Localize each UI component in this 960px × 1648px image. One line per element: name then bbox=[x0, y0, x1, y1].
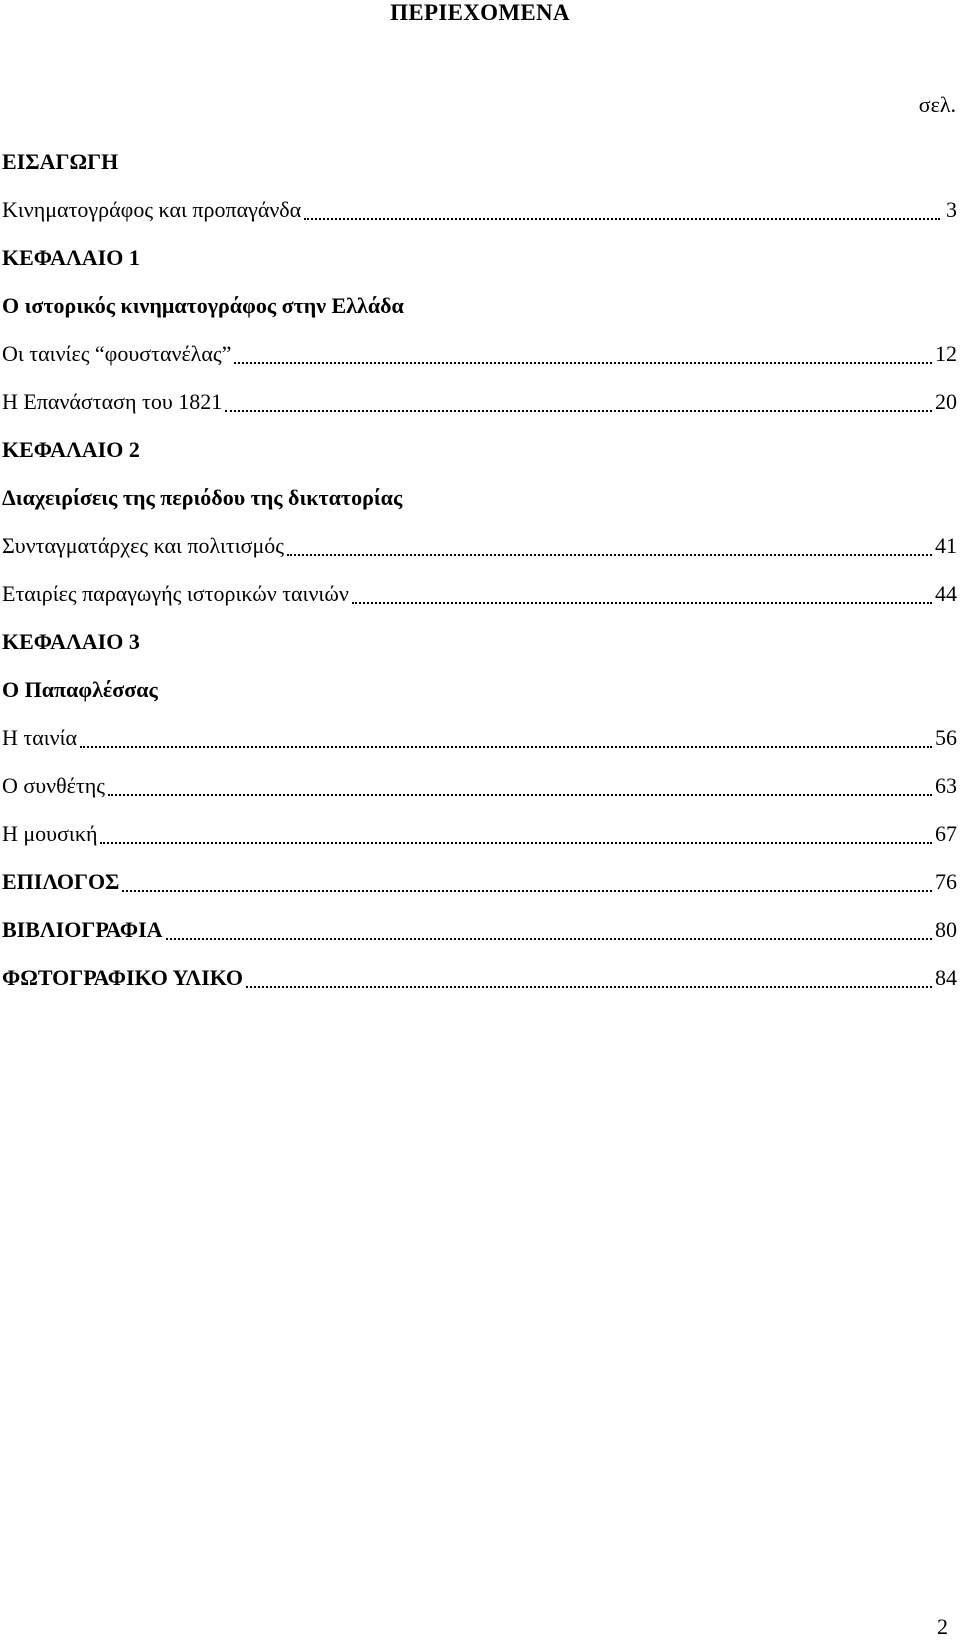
toc-entry bbox=[2, 809, 957, 857]
dot-leader bbox=[108, 794, 932, 796]
toc-entry bbox=[2, 713, 957, 761]
dot-leader bbox=[122, 890, 932, 892]
dot-leader bbox=[234, 362, 932, 364]
toc-entry bbox=[2, 137, 957, 185]
toc-heading-text: ΚΕΦΑΛΑΙΟ 1 bbox=[2, 245, 140, 270]
toc-entry bbox=[2, 233, 957, 281]
toc-entry bbox=[2, 665, 957, 713]
toc-entry-text: Οι ταινίες “φουστανέλας” bbox=[2, 341, 232, 366]
dot-leader bbox=[287, 554, 932, 556]
toc-heading-text: Ο ιστορικός κινηματογράφος στην Ελλάδα bbox=[2, 293, 404, 318]
toc-entry bbox=[2, 329, 957, 377]
table-of-contents bbox=[2, 137, 957, 1001]
toc-entry bbox=[2, 905, 957, 953]
toc-entry bbox=[2, 425, 957, 473]
toc-page-number: 67 bbox=[935, 821, 957, 846]
toc-page-number: 76 bbox=[935, 869, 957, 894]
dot-leader bbox=[352, 602, 932, 604]
dot-leader bbox=[80, 746, 932, 748]
toc-page-number: 20 bbox=[935, 389, 957, 414]
toc-entry-text: Η μουσική bbox=[2, 821, 98, 846]
toc-heading-text: ΕΠΙΛΟΓΟΣ bbox=[2, 869, 120, 894]
toc-entry-text: Η ταινία bbox=[2, 725, 78, 750]
dot-leader bbox=[304, 218, 940, 220]
toc-entry bbox=[2, 521, 957, 569]
toc-heading-text: ΒΙΒΛΙΟΓΡΑΦΙΑ bbox=[2, 917, 163, 942]
toc-entry bbox=[2, 377, 957, 425]
toc-entry-text: Ο συνθέτης bbox=[2, 773, 105, 798]
toc-entry-text: Κινηματογράφος και προπαγάνδα bbox=[2, 197, 302, 222]
toc-entry bbox=[2, 617, 957, 665]
toc-heading-text: ΕΙΣΑΓΩΓΗ bbox=[2, 149, 119, 174]
toc-entry-text: Εταιρίες παραγωγής ιστορικών ταινιών bbox=[2, 581, 349, 606]
dot-leader bbox=[166, 938, 932, 940]
toc-heading-text: ΚΕΦΑΛΑΙΟ 2 bbox=[2, 437, 140, 462]
dot-leader bbox=[246, 986, 932, 988]
toc-entry bbox=[2, 185, 957, 233]
toc-page-number: 44 bbox=[935, 581, 957, 606]
toc-entry-text: Συνταγματάρχες και πολιτισμός bbox=[2, 533, 285, 558]
toc-page-number: 56 bbox=[935, 725, 957, 750]
dot-leader bbox=[225, 410, 932, 412]
toc-page-number: 84 bbox=[935, 965, 957, 990]
toc-heading-text: ΚΕΦΑΛΑΙΟ 3 bbox=[2, 629, 140, 654]
toc-page-number: 63 bbox=[935, 773, 957, 798]
toc-heading-text: ΦΩΤΟΓΡΑΦΙΚΟ ΥΛΙΚΟ bbox=[2, 965, 244, 990]
page-title: ΠΕΡΙΕΧΟΜΕΝΑ bbox=[390, 0, 570, 25]
page-column-label: σελ. bbox=[918, 92, 956, 117]
toc-entry bbox=[2, 569, 957, 617]
toc-page-number: 80 bbox=[935, 917, 957, 942]
toc-entry-text: Η Επανάσταση του 1821 bbox=[2, 389, 223, 414]
toc-entry bbox=[2, 761, 957, 809]
page-number: 2 bbox=[937, 1614, 948, 1639]
toc-entry bbox=[2, 473, 957, 521]
toc-heading-text: Ο Παπαφλέσσας bbox=[2, 677, 158, 702]
toc-entry bbox=[2, 953, 957, 1001]
toc-page-number: 3 bbox=[946, 197, 957, 222]
toc-entry bbox=[2, 857, 957, 905]
toc-page-number: 41 bbox=[935, 533, 957, 558]
toc-page-number: 12 bbox=[935, 341, 957, 366]
toc-heading-text: Διαχειρίσεις της περιόδου της δικτατορίας bbox=[2, 485, 403, 510]
toc-entry bbox=[2, 281, 957, 329]
dot-leader bbox=[100, 842, 932, 844]
